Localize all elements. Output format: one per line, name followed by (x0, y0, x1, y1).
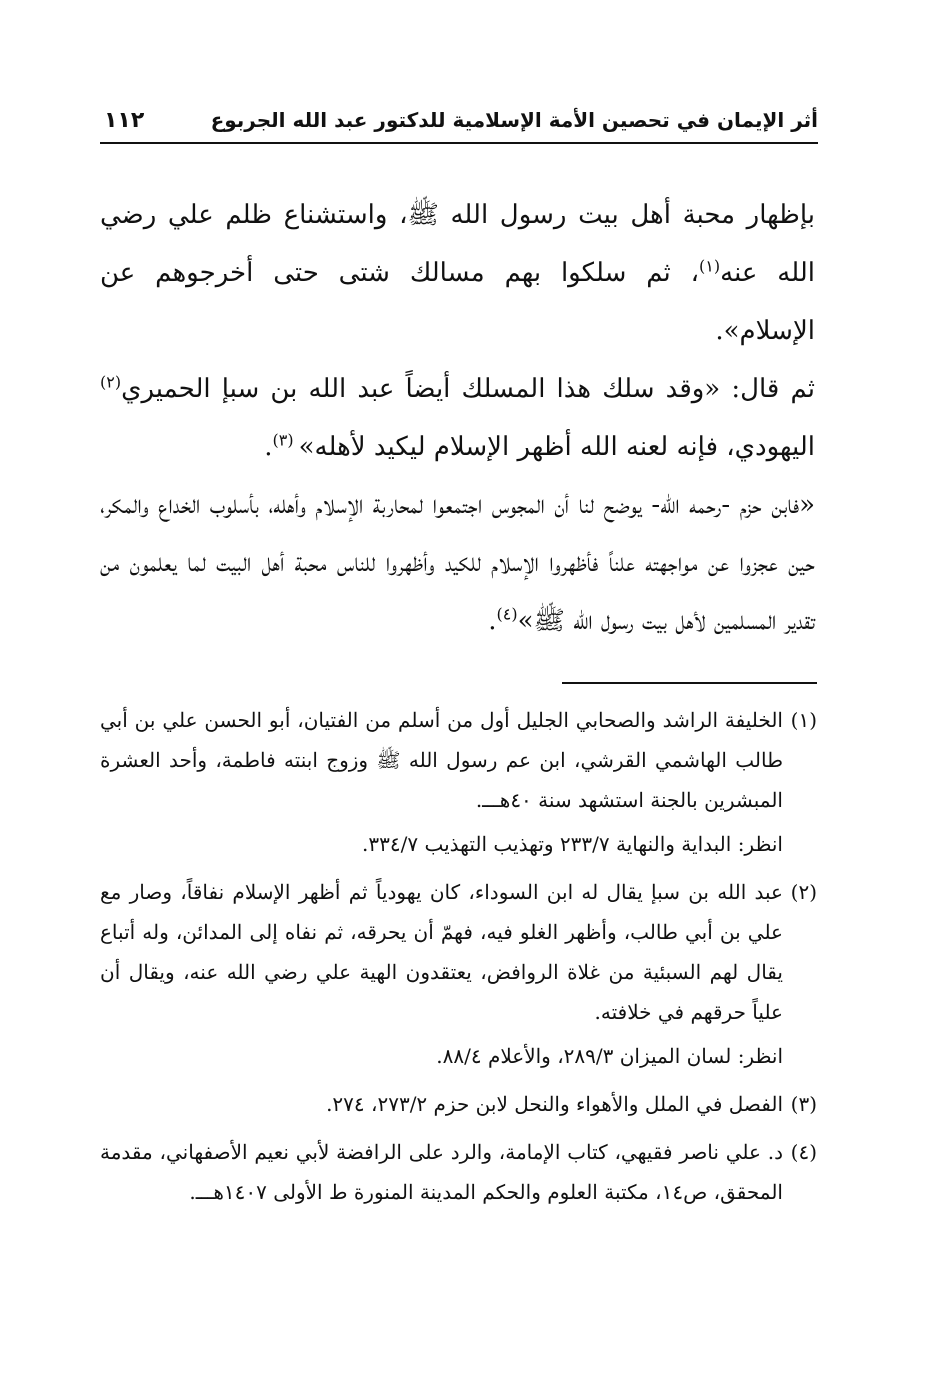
footnote-marker-2: (٢) (100, 372, 122, 392)
paragraph-1-text: بإظهار محبة أهل بيت رسول الله ﷺ، واستشناع ظلم علي رضي الله عنه (100, 200, 815, 288)
page-number: ١١٢ (104, 107, 145, 133)
paragraph-2 (100, 360, 815, 476)
footnote-marker-4: (٤) (496, 604, 518, 624)
paragraph-1-tail: ، ثم سلكوا بهم مسالك شتى حتى أخرجوهم عن الإسلام». (100, 258, 815, 346)
page-header (100, 98, 818, 144)
footnote-marker-3: (٣) (272, 430, 299, 450)
footnote-marker-1: (١) (699, 256, 721, 276)
main-text (100, 186, 815, 650)
footnote-number: (٤) (790, 1140, 817, 1164)
footnote-separator (562, 682, 817, 684)
paragraph-2-tail: . (264, 432, 273, 462)
footnote-number: (١) (790, 708, 817, 732)
paragraph-2-text: ثم قال: «وقد سلك هذا المسلك أيضاً عبد الله بن سبإ الحميري (121, 374, 815, 404)
footnote-body (100, 700, 783, 864)
footnote-text: الفصل في الملل والأهواء والنحل لابن حزم ٢٧٣/٢، ٢٧٤. (326, 1092, 783, 1116)
footnote-body (100, 872, 783, 1076)
footnote-reference: انظر: لسان الميزان ٢٨٩/٣، والأعلام ٨٨/٤. (436, 1044, 783, 1068)
footnote-number: (٢) (790, 880, 817, 904)
footnote-4 (100, 1132, 817, 1212)
footnote-text: د. علي ناصر فقيهي، كتاب الإمامة، والرد على الرافضة لأبي نعيم الأصفهاني، مقدمة المحقق، ص١٤، مكتبة العلوم والحكم المدينة المنورة ط الأولى ١٤٠٧هـــ. (100, 1140, 783, 1204)
paragraph-3-tail: . (488, 606, 497, 636)
footnote-text: عبد الله بن سبإ يقال له ابن السوداء، كان يهودياً ثم أظهر الإسلام نفاقاً، وصار مع علي بن أبي طالب، وأظهر الغلو فيه، فهمّ أن يحرقه، ثم نفاه إلى المدائن، وله أتباع يقال لهم السبئية من غلاة الروافض، يعتقدون الهية علي رضي الله عنه، ويقال أن علياً حرقهم في خلافته. (100, 880, 783, 1024)
footnote-2 (100, 872, 817, 1076)
footnote-number: (٣) (790, 1092, 817, 1116)
footnote-text: الخليفة الراشد والصحابي الجليل أول من أسلم من الفتيان، أبو الحسن علي بن أبي طالب الهاشمي القرشي، ابن عم رسول الله ﷺ وزوج ابنته فاطمة، وأحد العشرة المبشرين بالجنة استشهد سنة ٤٠هـــ. (100, 708, 783, 812)
footnote-body (100, 1084, 783, 1124)
footnote-3 (100, 1084, 817, 1124)
footnotes (100, 700, 817, 1212)
paragraph-3-text: «فابن حزم -رحمه الله- يوضح لنا أن المجوس اجتمعوا لمحاربة الإسلام وأهله، بأسلوب الخداع والمكر، حين عجزوا عن مواجهته علناً فأظهروا الإسلام للكيد وأظهروا للناس محبة أهل البيت لما يعلمون من تقدير المسلمين لأهل بيت رسول الله ﷺ» (100, 490, 815, 636)
paragraph-2-mid: اليهودي، فإنه لعنه الله أظهر الإسلام ليكيد لأهله» (298, 432, 815, 462)
footnote-1 (100, 700, 817, 864)
paragraph-1 (100, 186, 815, 360)
footnote-body (100, 1132, 783, 1212)
running-title: أثر الإيمان في تحصين الأمة الإسلامية للدكتور عبد الله الجربوع (210, 108, 818, 132)
footnote-reference: انظر: البداية والنهاية ٢٣٣/٧ وتهذيب التهذيب ٣٣٤/٧. (362, 832, 783, 856)
paragraph-3 (100, 476, 815, 650)
